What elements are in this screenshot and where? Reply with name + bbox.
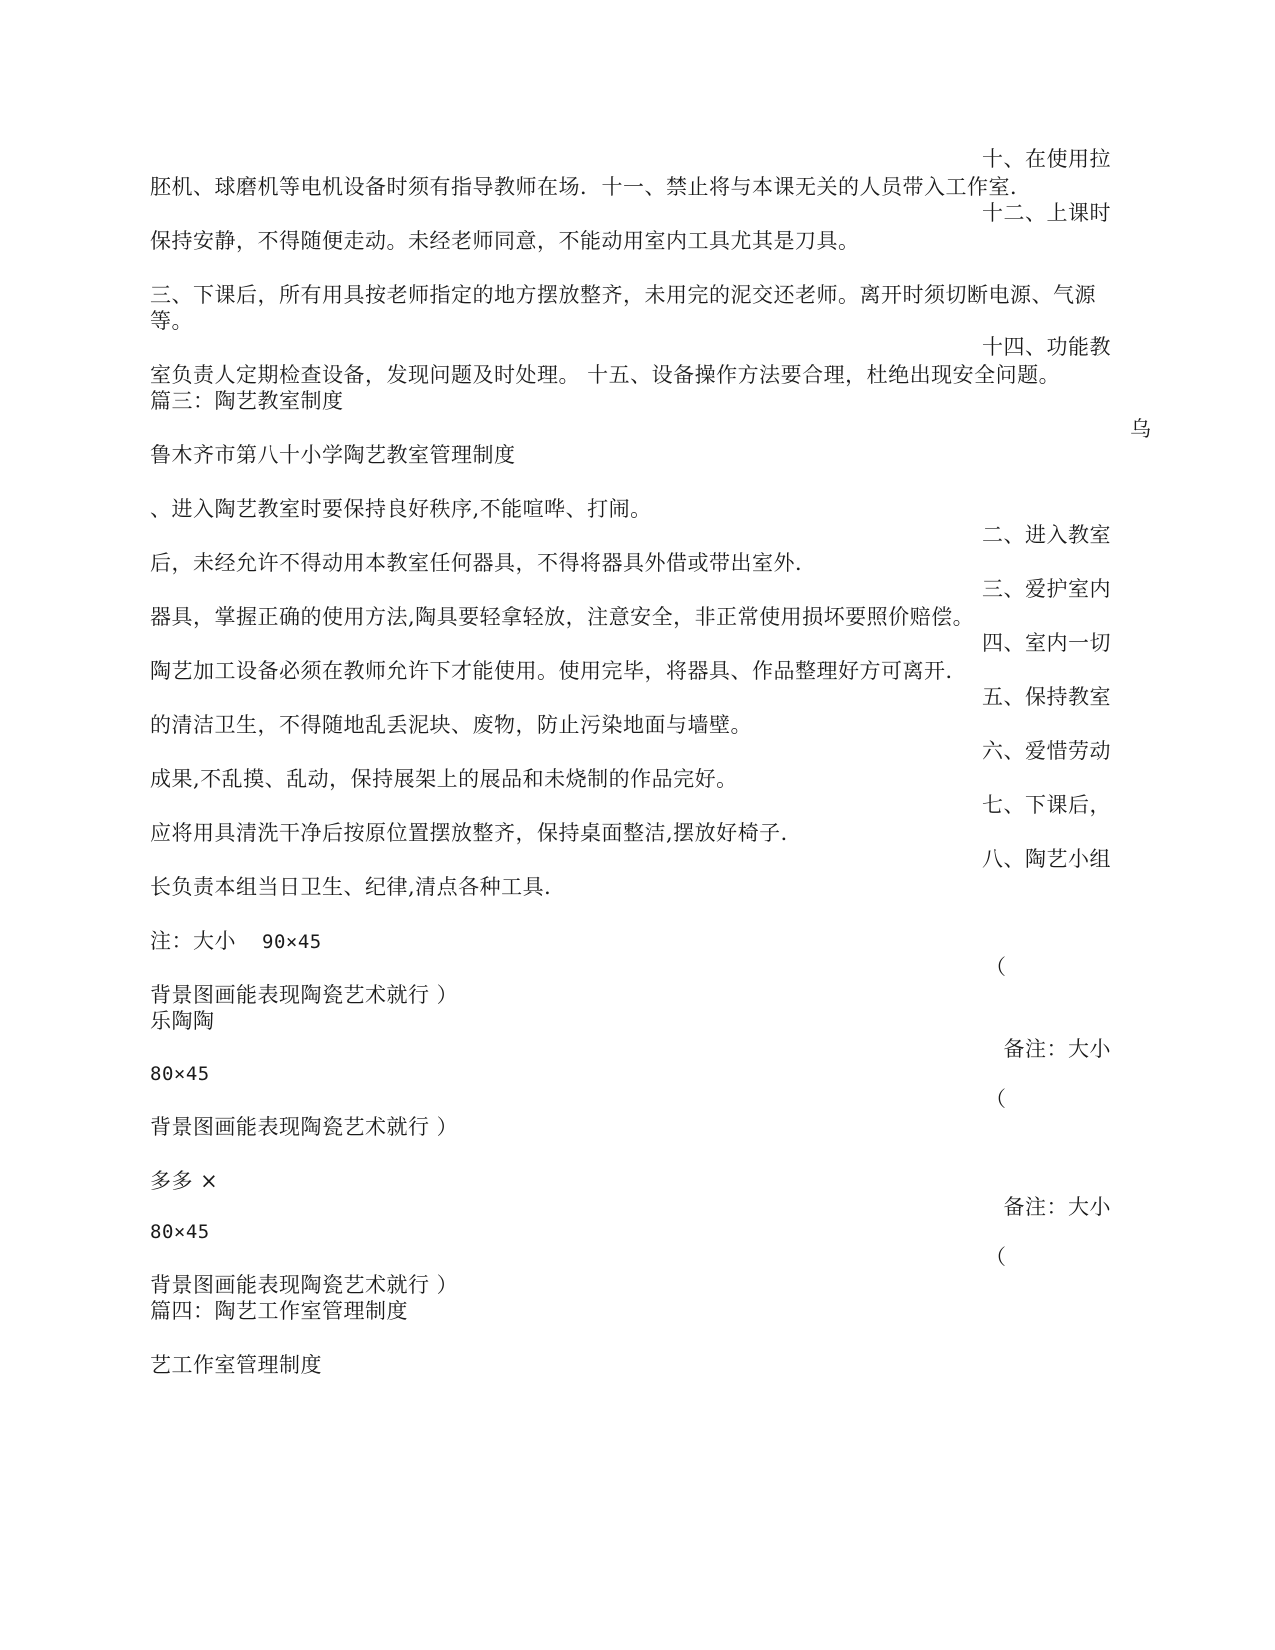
text-line: 、进入陶艺教室时要保持良好秩序,不能喧哗、打闹。 bbox=[150, 497, 652, 521]
text-line: 六、爱惜劳动 bbox=[982, 739, 1111, 763]
text-line: 五、保持教室 bbox=[982, 685, 1111, 709]
document-title: 鲁木齐市第八十小学陶艺教室管理制度 bbox=[150, 443, 516, 467]
text-line: 四、室内一切 bbox=[982, 631, 1111, 655]
text-line: 背景图画能表现陶瓷艺术就行 ） bbox=[150, 983, 459, 1007]
size-value: 90×45 bbox=[262, 931, 322, 953]
note-label: 注：大小 bbox=[150, 929, 236, 953]
text-line: （ bbox=[985, 1245, 1007, 1269]
text-line: 室负责人定期检查设备，发现问题及时处理。 十五、设备操作方法要合理，杜绝出现安全问题。 bbox=[150, 363, 1061, 387]
text-line: 乌 bbox=[1130, 417, 1152, 441]
note-label: 备注：大小 bbox=[1003, 1037, 1111, 1061]
text-line: 的清洁卫生，不得随地乱丢泥块、废物，防止污染地面与墙壁。 bbox=[150, 713, 752, 737]
text-line: 成果,不乱摸、乱动，保持展架上的展品和未烧制的作品完好。 bbox=[150, 767, 738, 791]
text-line: 胚机、球磨机等电机设备时须有指导教师在场．十一、禁止将与本课无关的人员带入工作室． bbox=[150, 175, 1032, 199]
text-line: 等。 bbox=[150, 309, 193, 333]
text-line: 八、陶艺小组 bbox=[982, 847, 1111, 871]
text-line: 七、下课后， bbox=[982, 793, 1111, 817]
text-line: 保持安静，不得随便走动。未经老师同意，不能动用室内工具尤其是刀具。 bbox=[150, 229, 860, 253]
text-line: 后，未经允许不得动用本教室任何器具，不得将器具外借或带出室外． bbox=[150, 551, 817, 575]
text-line: 长负责本组当日卫生、纪律,清点各种工具． bbox=[150, 875, 566, 899]
document-title: 艺工作室管理制度 bbox=[150, 1353, 322, 1377]
section-heading: 篇四：陶艺工作室管理制度 bbox=[150, 1299, 408, 1323]
text-line: 器具，掌握正确的使用方法,陶具要轻拿轻放，注意安全，非正常使用损坏要照价赔偿。 bbox=[150, 605, 975, 629]
text-line: 三、下课后，所有用具按老师指定的地方摆放整齐，未用完的泥交还老师。离开时须切断电源、气源 bbox=[150, 283, 1096, 307]
text-line: 十二、上课时 bbox=[982, 201, 1111, 225]
text-line: （ bbox=[985, 1087, 1007, 1111]
section-heading: 篇三：陶艺教室制度 bbox=[150, 389, 344, 413]
text-line: 三、爱护室内 bbox=[982, 577, 1111, 601]
text-line: 陶艺加工设备必须在教师允许下才能使用。使用完毕，将器具、作品整理好方可离开． bbox=[150, 659, 967, 683]
text-line: 二、进入教室 bbox=[982, 523, 1111, 547]
text-line: 背景图画能表现陶瓷艺术就行 ） bbox=[150, 1273, 459, 1297]
text-line: 十、在使用拉 bbox=[982, 147, 1111, 171]
size-value: 80×45 bbox=[150, 1221, 210, 1243]
text-line: 十四、功能教 bbox=[982, 335, 1111, 359]
text-line: （ bbox=[985, 955, 1007, 979]
text-line: 乐陶陶 bbox=[150, 1009, 215, 1033]
note-label: 备注：大小 bbox=[1003, 1195, 1111, 1219]
size-value: 80×45 bbox=[150, 1063, 210, 1085]
text-line: 应将用具清洗干净后按原位置摆放整齐，保持桌面整洁,摆放好椅子． bbox=[150, 821, 803, 845]
text-line: 背景图画能表现陶瓷艺术就行 ） bbox=[150, 1115, 459, 1139]
text-line: 多多 × bbox=[150, 1169, 219, 1193]
